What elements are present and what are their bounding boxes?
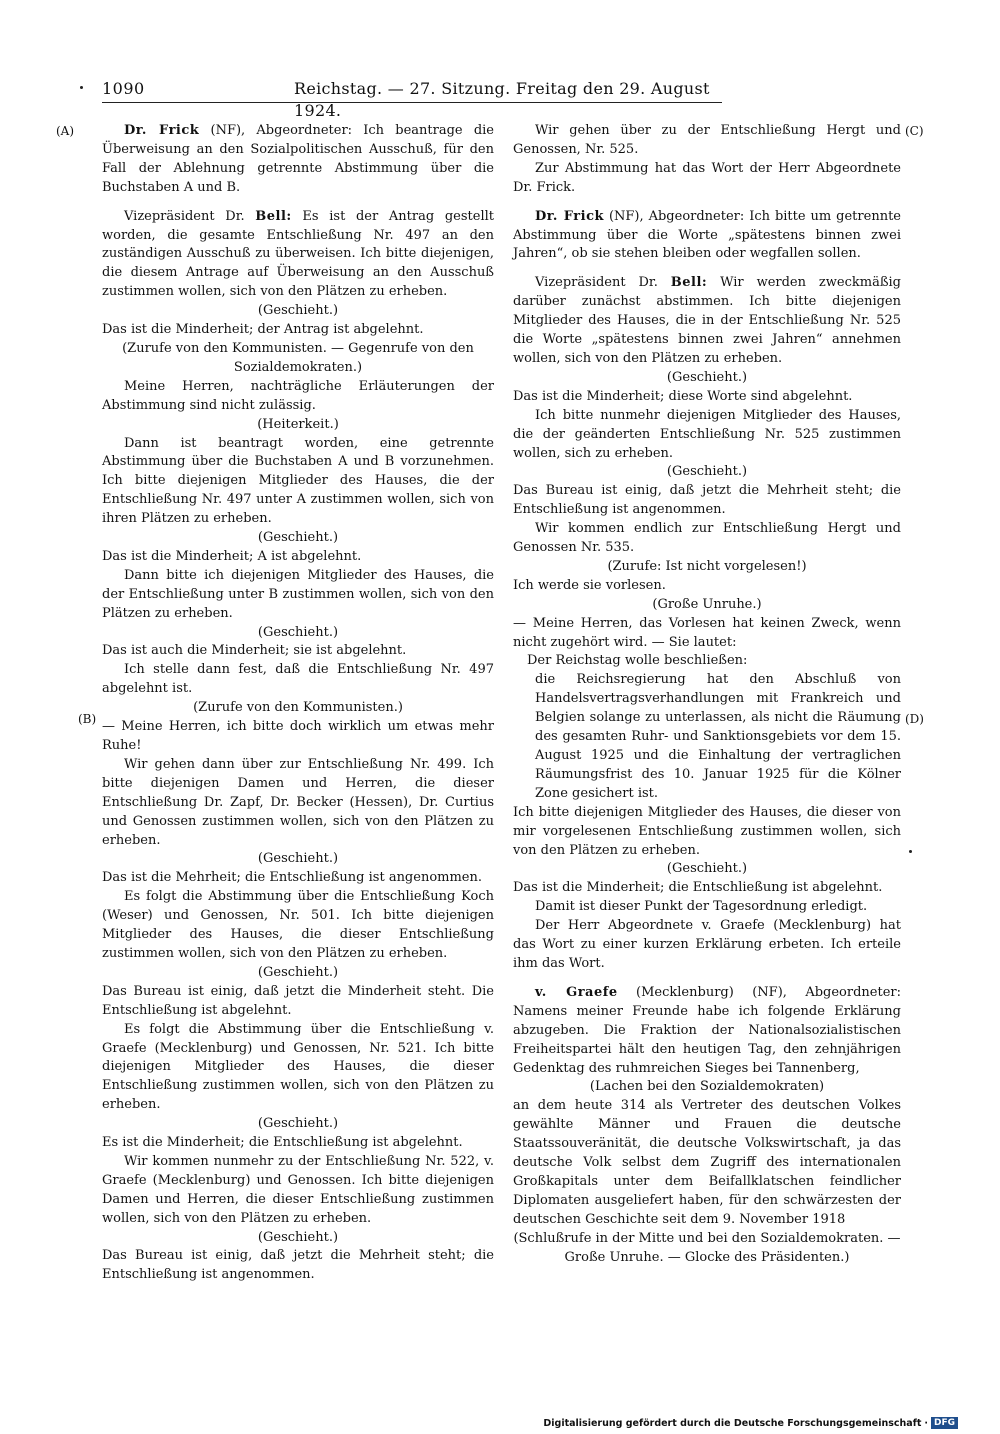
paragraph [102, 321, 494, 340]
margin-mark-c: (C) [905, 124, 924, 138]
paragraph [513, 388, 901, 407]
stage-direction [102, 1115, 494, 1134]
paragraph [513, 615, 901, 653]
speaker-name: Bell: [255, 208, 292, 224]
paragraph-text: Ich stelle dann fest, daß die Entschließung Nr. 497 abgelehnt ist. [102, 662, 494, 697]
speaker-name: v. Graefe [535, 984, 618, 1000]
paragraph-text: (Geschieht.) [257, 1116, 339, 1132]
paragraph [102, 122, 494, 198]
stage-direction [102, 529, 494, 548]
paragraph-text: (Geschieht.) [257, 1229, 339, 1245]
paragraph-text: (Geschieht.) [666, 464, 748, 480]
paragraph [513, 122, 901, 160]
paragraph-text: (Schlußrufe in der Mitte und bei den Sozialdemokraten. — Große Unruhe. — Glocke des Präsidenten.) [513, 1230, 901, 1265]
paragraph [513, 898, 901, 917]
stage-direction [513, 463, 901, 482]
paragraph [513, 274, 901, 369]
paragraph [102, 208, 494, 303]
stage-direction [102, 340, 494, 378]
paragraph-text: Wir gehen über zu der Entschließung Hergt und Genossen, Nr. 525. [513, 123, 901, 157]
paragraph-text: Es ist die Minderheit; die Entschließung ist abgelehnt. [102, 1135, 463, 1151]
paragraph-text: Das Bureau ist einig, daß jetzt die Mehrheit steht; die Entschließung ist angenommen. [513, 483, 901, 518]
paragraph [102, 548, 494, 567]
paragraph-text: (Zurufe von den Kommunisten. — Gegenrufe von den Sozialdemokraten.) [122, 340, 474, 375]
paragraph [102, 1021, 494, 1116]
stage-direction [513, 596, 901, 615]
paragraph-text: Das ist auch die Minderheit; sie ist abgelehnt. [102, 643, 407, 659]
stage-direction [513, 558, 901, 577]
paragraph-text: Es ist der Antrag gestellt worden, die gesamte Entschließung Nr. 497 an den zuständigen Ausschuß zu überweisen. Ich bitte diejenigen, die diesem Antrage auf Überweisung an den Ausschuß zustimmen wollen, sich von den Plätzen zu erheben. [102, 208, 494, 300]
paragraph-text: Wir kommen endlich zur Entschließung Hergt und Genossen Nr. 535. [513, 521, 901, 556]
paragraph [102, 718, 494, 756]
paragraph-text: Wir kommen nunmehr zu der Entschließung Nr. 522, v. Graefe (Mecklenburg) und Genossen. Ich bitte diejenigen Damen und Herren, die dieser Entschließung zustimmen wollen, sich von den Plätzen zu erheben. [102, 1153, 494, 1226]
paragraph [102, 869, 494, 888]
paragraph-text: Ich werde sie vorlesen. [513, 577, 666, 593]
paragraph-text: (NF), Abgeordneter: Ich beantrage die Überweisung an den Sozialpolitischen Ausschuß, für den Fall der Ablehnung getrennte Abstimmung über die Buchstaben A und B. [102, 123, 494, 195]
speck-mark [909, 850, 912, 853]
paragraph-text: (Mecklenburg) (NF), Abgeordneter: Namens meiner Freunde habe ich folgende Erklärung abzugeben. Die Fraktion der Nationalsozialistischen Freiheitspartei hält den heutigen Tag, den zehnjährigen Gedenktag des ruhmreichen Sieges bei Tannenberg, [513, 984, 901, 1076]
paragraph [102, 888, 494, 964]
paragraph [513, 208, 901, 265]
paragraph [513, 577, 901, 596]
stage-direction [513, 860, 901, 879]
speaker-name: Bell: [670, 275, 708, 291]
paragraph [513, 804, 901, 861]
speaker-name: Dr. Frick [535, 208, 605, 224]
paragraph-text: (Geschieht.) [257, 303, 339, 319]
stage-direction [102, 624, 494, 643]
paragraph-text: Das ist die Minderheit; diese Worte sind abgelehnt. [513, 388, 853, 404]
paragraph-text: Der Reichstag wolle beschließen: [527, 653, 748, 669]
paragraph-text: — Meine Herren, ich bitte doch wirklich um etwas mehr Ruhe! [102, 719, 494, 753]
paragraph-text: Zur Abstimmung hat das Wort der Herr Abgeordnete Dr. Frick. [513, 160, 901, 195]
paragraph [513, 879, 901, 898]
page-number: 1090 [102, 79, 145, 98]
paragraph-text: (Geschieht.) [257, 851, 339, 867]
paragraph-text: (Geschieht.) [666, 369, 748, 385]
footer-separator: · [924, 1417, 928, 1429]
margin-mark-d: (D) [905, 712, 924, 726]
paragraph-text: (NF), Abgeordneter: Ich bitte um getrennte Abstimmung über die Worte „spätestens binnen zwei Jahren“, ob sie stehen bleiben oder wegfallen sollen. [513, 208, 901, 262]
paragraph-text: Das ist die Mehrheit; die Entschließung ist angenommen. [102, 870, 483, 886]
paragraph-text: (Geschieht.) [257, 624, 339, 640]
stage-direction [102, 416, 494, 435]
stage-direction [102, 699, 494, 718]
paragraph-text: (Lachen bei den Sozialdemokraten) [589, 1079, 825, 1095]
paragraph [513, 917, 901, 974]
paragraph-text: Der Herr Abgeordnete v. Graefe (Mecklenburg) hat das Wort zu einer kurzen Erklärung erbeten. Ich erteile ihm das Wort. [513, 918, 901, 971]
margin-mark-a: (A) [56, 124, 75, 138]
paragraph-text: Es folgt die Abstimmung über die Entschließung Koch (Weser) und Genossen, Nr. 501. Ich bitte diejenigen Mitglieder des Hauses, die dieser Entschließung zustimmen wollen, sich von den Plätzen zu erheben. [102, 889, 494, 961]
paragraph-text: Wir gehen dann über zur Entschließung Nr. 499. Ich bitte diejenigen Damen und Herren, die dieser Entschließung Dr. Zapf, Dr. Becker (Hessen), Dr. Curtius und Genossen zustimmen wollen, sich von den Plätzen zu erheben. [102, 756, 494, 848]
paragraph [102, 567, 494, 624]
paragraph-text: Dann bitte ich diejenigen Mitglieder des Hauses, die der Entschließung unter B zustimmen wollen, sich von den Plätzen zu erheben. [102, 567, 494, 621]
stage-direction [102, 964, 494, 983]
paragraph [513, 160, 901, 198]
paragraph-text: (Große Unruhe.) [652, 596, 762, 612]
stage-direction [513, 369, 901, 388]
right-column [513, 122, 901, 1267]
paragraph-text: (Heiterkeit.) [257, 416, 339, 432]
speaker-name: Dr. Frick [124, 123, 200, 138]
stage-direction [513, 1230, 901, 1268]
running-title: Reichstag. — 27. Sitzung. Freitag den 29. August 1924. [294, 79, 710, 120]
paragraph [102, 435, 494, 530]
paragraph-text: (Geschieht.) [257, 530, 339, 546]
paragraph [102, 1153, 494, 1229]
paragraph-text: Das Bureau ist einig, daß jetzt die Mehrheit steht; die Entschließung ist angenommen. [102, 1248, 494, 1283]
paragraph [513, 671, 901, 803]
paragraph [513, 1097, 901, 1229]
paragraph [513, 984, 901, 1079]
left-column [102, 122, 494, 1285]
page-header [102, 78, 722, 120]
margin-mark-b: (B) [78, 712, 97, 726]
speaker-title: Vizepräsident Dr. [535, 275, 671, 291]
footer-text: Digitalisierung gefördert durch die Deutsche Forschungsgemeinschaft [543, 1417, 922, 1429]
paragraph-text: Ich bitte diejenigen Mitglieder des Hauses, die dieser von mir vorgelesenen Entschließung zustimmen wollen, sich von den Plätzen zu erheben. [513, 804, 901, 858]
paragraph-text: Das ist die Minderheit; A ist abgelehnt. [102, 548, 362, 564]
stage-direction [102, 302, 494, 321]
paragraph-text: die Reichsregierung hat den Abschluß von Handelsvertragsverhandlungen mit Frankreich und Belgien solange zu unterlassen, als nicht die Räumung des gesamten Ruhr- und Sanktionsgebiets vor dem 15. August 1925 und die Einhaltung der vertraglichen Räumungsfrist des 10. Januar 1925 für die Kölner Zone gesichert ist. [535, 672, 901, 801]
paragraph [102, 983, 494, 1021]
dfg-logo: DFG [931, 1417, 958, 1429]
paragraph-text: Meine Herren, nachträgliche Erläuterungen der Abstimmung sind nicht zulässig. [102, 378, 494, 413]
paragraph [102, 642, 494, 661]
header-rule [102, 102, 722, 103]
paragraph-text: (Geschieht.) [257, 964, 339, 980]
paragraph-text: Das ist die Minderheit; die Entschließung ist abgelehnt. [513, 880, 883, 896]
footer-credit [543, 1417, 958, 1429]
paragraph-text: an dem heute 314 als Vertreter des deutschen Volkes gewählte Männer und Frauen die deutsche Staatssouveränität, die deutsche Volkswirtschaft, ja das deutsche Volk selbst dem Zugriff des internationalen Großkapitals unter dem Beifallklatschen feindlicher Diplomaten ausgeliefert haben, für den schwärzesten der deutschen Geschichte seit dem 9. November 1918 [513, 1098, 901, 1227]
paragraph-text: (Zurufe: Ist nicht vorgelesen!) [607, 558, 807, 574]
paragraph-text: Wir werden zweckmäßig darüber zunächst abstimmen. Ich bitte diejenigen Mitglieder des Hauses, die in der Entschließung Nr. 525 die Worte „spätestens binnen zwei Jahren“ annehmen wollen, sich von den Plätzen zu erheben. [513, 275, 901, 366]
paragraph [102, 1247, 494, 1285]
paragraph-text: Dann ist beantragt worden, eine getrennte Abstimmung über die Buchstaben A und B vorzunehmen. Ich bitte diejenigen Mitglieder des Hauses, die der Entschließung Nr. 497 unter A zustimmen wollen, sich von ihren Plätzen zu erheben. [102, 435, 494, 527]
speaker-title: Vizepräsident Dr. [124, 208, 256, 224]
paragraph-text: Das ist die Minderheit; der Antrag ist abgelehnt. [102, 322, 424, 338]
stage-direction [513, 1078, 901, 1097]
paragraph-text: Damit ist dieser Punkt der Tagesordnung erledigt. [535, 899, 868, 915]
paragraph [513, 482, 901, 520]
speck-mark [80, 86, 83, 89]
paragraph-text: (Geschieht.) [666, 861, 748, 877]
paragraph-text: Ich bitte nunmehr diejenigen Mitglieder des Hauses, die der geänderten Entschließung Nr. 525 zustimmen wollen, sich zu erheben. [513, 407, 901, 461]
paragraph-text: (Zurufe von den Kommunisten.) [193, 700, 403, 716]
paragraph [513, 407, 901, 464]
paragraph [102, 378, 494, 416]
stage-direction [102, 850, 494, 869]
paragraph [102, 661, 494, 699]
paragraph [513, 652, 901, 671]
paragraph [513, 520, 901, 558]
paragraph-text: Es folgt die Abstimmung über die Entschließung v. Graefe (Mecklenburg) und Genossen, Nr. 521. Ich bitte diejenigen Mitglieder des Hauses, die dieser Entschließung zustimmen wollen, sich von den Plätzen zu erheben. [102, 1021, 494, 1113]
paragraph-text: Das Bureau ist einig, daß jetzt die Minderheit steht. Die Entschließung ist abgelehnt. [102, 983, 494, 1018]
paragraph-text: — Meine Herren, das Vorlesen hat keinen Zweck, wenn nicht zugehört wird. — Sie lautet: [513, 615, 901, 650]
paragraph [102, 1134, 494, 1153]
stage-direction [102, 1229, 494, 1248]
paragraph [102, 756, 494, 851]
